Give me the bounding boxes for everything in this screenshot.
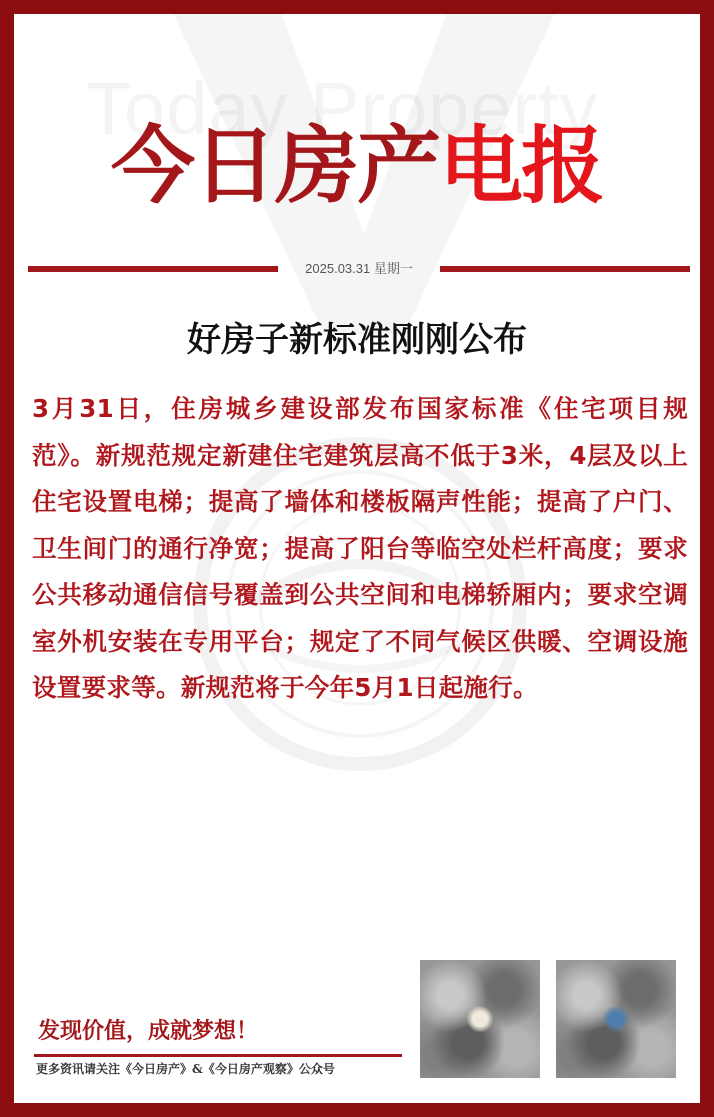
qr-code-1 bbox=[420, 960, 540, 1078]
article-body: 3月31日，住房城乡建设部发布国家标准《住宅项目规范》。新规范规定新建住宅建筑层高不低于3米，4层及以上住宅设置电梯；提高了墙体和楼板隔声性能；提高了户门、卫生间门的通行净宽；提高了阳台等临空处栏杆高度；要求公共移动通信信号覆盖到公共空间和电梯轿厢内；要求空调室外机安装在专用平台；规定了不同气候区供暖、空调设施设置要求等。新规范将于今年5月1日起施行。 bbox=[32, 394, 688, 702]
headline: 好房子新标准刚刚公布 bbox=[187, 320, 527, 360]
divider-right bbox=[440, 266, 690, 272]
masthead-logo bbox=[14, 117, 700, 215]
masthead-part1: 今日房产 bbox=[110, 117, 439, 215]
follow-text: 更多资讯请关注《今日房产》&《今日房产观察》公众号 bbox=[36, 1062, 335, 1076]
issue-date: 2025.03.31 星期一 bbox=[305, 261, 413, 276]
poster-frame bbox=[14, 14, 700, 1103]
slogan: 发现价值，成就梦想！ bbox=[38, 1018, 259, 1044]
qr-code-2 bbox=[556, 960, 676, 1078]
masthead-part2: 电报 bbox=[439, 117, 604, 215]
slogan-divider bbox=[34, 1054, 402, 1057]
date-row bbox=[28, 258, 690, 282]
divider-left bbox=[28, 266, 278, 272]
